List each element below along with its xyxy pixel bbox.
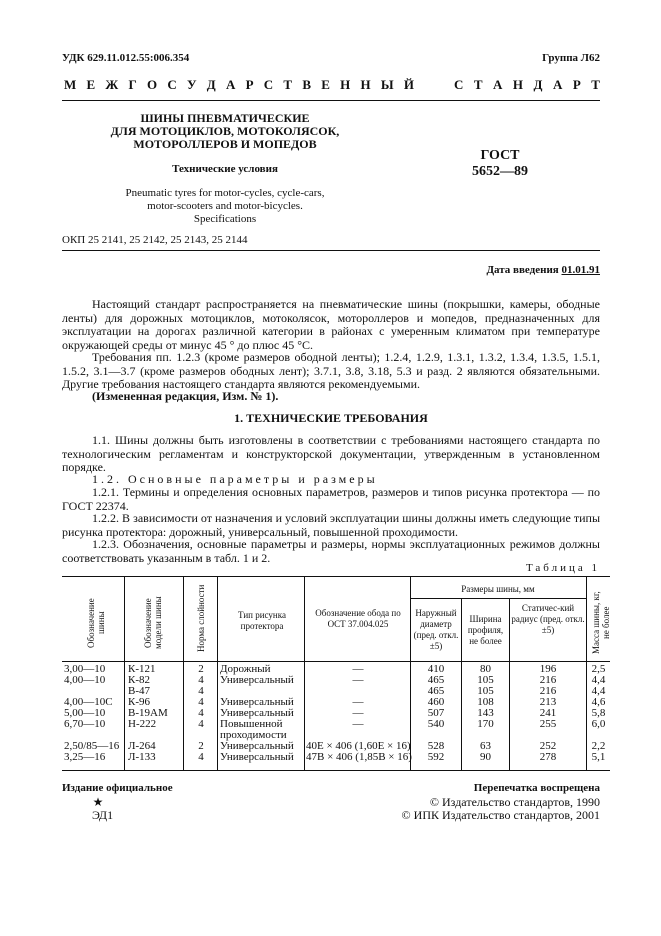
banner-left-letter: Н bbox=[360, 77, 371, 92]
table-cell: 592 bbox=[427, 751, 445, 763]
table-cell: 6,0 bbox=[591, 718, 606, 730]
table-cell: 528 bbox=[427, 740, 445, 752]
table-cell: проходимости bbox=[220, 729, 287, 741]
table-cell: 216 bbox=[539, 685, 557, 697]
table-cell: 3,00—10 bbox=[64, 663, 106, 675]
group-code: Группа Л62 bbox=[542, 52, 600, 64]
table-cell: 540 bbox=[427, 718, 445, 730]
table-cell: 507 bbox=[427, 707, 445, 719]
table-cell: 4,6 bbox=[591, 696, 606, 708]
header-pattern: Тип рисунка протектора bbox=[238, 610, 286, 631]
table-cell: — bbox=[352, 674, 364, 686]
table-cell: 143 bbox=[477, 707, 494, 719]
banner-left-letter: М bbox=[64, 77, 77, 92]
table-cell: Л-133 bbox=[128, 751, 156, 763]
section-heading: 1. ТЕХНИЧЕСКИЕ ТРЕБОВАНИЯ bbox=[234, 411, 428, 425]
table-cell: 40Е × 406 (1,60Е × 16) bbox=[306, 740, 411, 752]
table-cell: К-82 bbox=[128, 674, 150, 686]
table-cell: 213 bbox=[539, 696, 557, 708]
paragraph-1-2: 1.2. Основные параметры и размеры bbox=[92, 472, 378, 486]
okp-codes: ОКП 25 2141, 25 2142, 25 2143, 25 2144 bbox=[62, 234, 248, 246]
edition-code: ЭД1 bbox=[92, 808, 114, 822]
table-cell: Л-264 bbox=[128, 740, 156, 752]
paragraph-1-2-2: 1.2.2. В зависимости от назначения и условий эксплуатации шины должны иметь следующие типы рисунка протектора: дорожный, универсальный, повышенной проходимости. bbox=[62, 511, 600, 539]
table-cell: 4 bbox=[198, 718, 204, 730]
table-cell: Дорожный bbox=[220, 663, 271, 675]
paragraph-1-2-1: 1.2.1. Термины и определения основных параметров, размеров и типов рисунка протектора — по ГОСТ 22374. bbox=[62, 485, 600, 513]
header-rim: Обозначение обода по ОСТ 37.004.025 bbox=[315, 608, 401, 629]
table-cell: 4 bbox=[198, 707, 204, 719]
intro-paragraph: Настоящий стандарт распространяется на пневматические шины (покрышки, камеры, ободные ленты) для дорожных мотоциклов, мотоколясок, мотороллеров и мопедов, предназначенных для эксплуатации на дорогах различной категории в районах с умеренным климатом при температуре окружающей среды от минус 45 ° до плюс 45 °С. bbox=[62, 297, 600, 352]
okp-rule bbox=[62, 250, 600, 251]
table-cell: 255 bbox=[539, 718, 557, 730]
table-cell: 105 bbox=[477, 674, 494, 686]
table-cell: 4 bbox=[198, 674, 204, 686]
english-title: Pneumatic tyres for motor-cycles, cycle-cars, motor-scooters and motor-bicycles. Specifications bbox=[125, 187, 325, 225]
table-cell: 4,4 bbox=[591, 685, 606, 697]
banner-left-letter: А bbox=[225, 77, 236, 92]
header-sizes: Размеры шины, мм bbox=[461, 584, 535, 594]
table-cell: 5,00—10 bbox=[64, 707, 106, 719]
document-title: ШИНЫ ПНЕВМАТИЧЕСКИЕ ДЛЯ МОТОЦИКЛОВ, МОТОКОЛЯСОК, МОТОРОЛЛЕРОВ И МОПЕДОВ bbox=[110, 111, 340, 151]
header-rule bbox=[62, 100, 600, 101]
paragraph-1-2-3: 1.2.3. Обозначения, основные параметры и размеры, нормы эксплуатационных режимов должны соответствовать указанным в табл. 1 и 2. bbox=[62, 537, 600, 565]
table-cell: 216 bbox=[539, 674, 557, 686]
table-cell: 465 bbox=[427, 685, 445, 697]
table-cell: 4 bbox=[198, 751, 204, 763]
table-label: Таблица 1 bbox=[525, 562, 600, 574]
table-cell: 108 bbox=[477, 696, 494, 708]
table-cell: 2,2 bbox=[591, 740, 606, 752]
mandatory-requirements: Требования пп. 1.2.3 (кроме размеров ободной ленты); 1.2.4, 1.2.9, 1.3.1, 1.3.2, 1.3.4, 1.3.5, 1.5.1, 1.5.2, 3.1—3.7 (кроме размеров ободных лент); 3.7.1, 3.8, 3.18, 5.3 и разд. 2 являются обязательными. Другие требования настоящего стандарта являются рекомендуемыми. bbox=[62, 350, 600, 391]
table-cell: 2 bbox=[198, 663, 204, 675]
table-cell: 90 bbox=[480, 751, 491, 763]
table-cell: К-96 bbox=[128, 696, 150, 708]
table-cell: Универсальный bbox=[220, 696, 294, 708]
table-cell: Повышенной bbox=[220, 718, 283, 730]
header-ply: Норма слойности bbox=[196, 584, 206, 652]
header-width: Ширина профиля, не более bbox=[467, 614, 504, 646]
banner-left-letter: Е bbox=[321, 77, 330, 92]
table-cell: 4 bbox=[198, 696, 204, 708]
banner-right-letter: А bbox=[493, 77, 503, 92]
table-cell: 278 bbox=[539, 751, 557, 763]
table-cell: 105 bbox=[477, 685, 494, 697]
table-cell: 465 bbox=[427, 674, 445, 686]
table-cell: Универсальный bbox=[220, 751, 294, 763]
table-cell: 47В × 406 (1,85В × 16) bbox=[306, 751, 412, 763]
banner-left-letter: С bbox=[263, 77, 274, 92]
paragraph-1-1: 1.1. Шины должны быть изготовлены в соответствии с требованиями настоящего стандарта по технологическим регламентам и конструкторской документации, утвержденным в установленном порядке. bbox=[62, 433, 600, 474]
banner-left-letter: У bbox=[187, 77, 197, 92]
official-edition: Издание официальное bbox=[62, 782, 173, 794]
table-cell: 252 bbox=[539, 740, 557, 752]
table-cell: 4,00—10 bbox=[64, 674, 106, 686]
standard-banner bbox=[64, 77, 600, 93]
table-cell: 3,25—16 bbox=[64, 751, 106, 763]
table-cell: В-47 bbox=[128, 685, 150, 697]
table-cell: — bbox=[352, 663, 364, 675]
banner-right-letter: Т bbox=[591, 77, 600, 92]
table-row bbox=[62, 719, 610, 730]
copyright-2001: © ИПК Издательство стандартов, 2001 bbox=[401, 808, 600, 822]
banner-right-letter: А bbox=[552, 77, 563, 92]
copyright-1990: © Издательство стандартов, 1990 bbox=[429, 795, 600, 809]
document-subtitle: Технические условия bbox=[172, 163, 278, 175]
table-cell: 2 bbox=[198, 740, 204, 752]
banner-left-letter: Е bbox=[86, 77, 96, 92]
table-cell: Универсальный bbox=[220, 674, 294, 686]
table-cell: 63 bbox=[480, 740, 491, 752]
reprint-notice: Перепечатка воспрещена bbox=[473, 782, 600, 794]
table-cell: Н-222 bbox=[128, 718, 157, 730]
table-cell: 410 bbox=[427, 663, 445, 675]
table-cell: 4 bbox=[198, 685, 204, 697]
table-cell: Универсальный bbox=[220, 707, 294, 719]
gost-number: ГОСТ 5652—89 bbox=[472, 148, 528, 179]
amendment-note: (Измененная редакция, Изм. № 1). bbox=[92, 389, 279, 403]
banner-left-letter: С bbox=[167, 77, 177, 92]
udc-code: УДК 629.11.012.55:006.354 bbox=[62, 52, 190, 64]
banner-left-letter: О bbox=[147, 77, 158, 92]
banner-right-letter: Д bbox=[533, 77, 543, 92]
banner-left-letter: Р bbox=[245, 77, 254, 92]
table-cell: 2,50/85—16 bbox=[64, 740, 120, 752]
banner-left-letter: Т bbox=[283, 77, 293, 92]
banner-left-letter: Н bbox=[340, 77, 351, 92]
table-cell: 6,70—10 bbox=[64, 718, 106, 730]
header-model: Обозначение модели шины bbox=[143, 596, 163, 650]
table-cell: 196 bbox=[539, 663, 557, 675]
table-cell: 241 bbox=[539, 707, 557, 719]
header-diameter: Наружный диаметр (пред. откл. ±5) bbox=[413, 608, 459, 651]
table-cell: 2,5 bbox=[591, 663, 606, 675]
table-cell: 4,00—10С bbox=[64, 696, 113, 708]
header-radius: Статичес-кий радиус (пред. откл. ±5) bbox=[511, 603, 585, 635]
banner-left-letter: Й bbox=[403, 77, 414, 92]
banner-left-letter: Д bbox=[206, 77, 216, 92]
table-cell: 80 bbox=[480, 663, 491, 675]
table-cell: Универсальный bbox=[220, 740, 294, 752]
banner-left-letter: Ы bbox=[380, 77, 394, 92]
effective-date: Дата введения 01.01.91 bbox=[486, 264, 600, 276]
banner-right-letter: Т bbox=[473, 77, 483, 92]
star-icon: ★ bbox=[92, 795, 104, 809]
table-cell: — bbox=[352, 718, 364, 730]
header-mass: Масса шины, кг, не более bbox=[591, 591, 611, 655]
table-cell: 460 bbox=[427, 696, 445, 708]
banner-left-letter: В bbox=[302, 77, 311, 92]
table-cell: 170 bbox=[477, 718, 494, 730]
table-cell: — bbox=[352, 696, 364, 708]
banner-left-letter: Ж bbox=[105, 77, 119, 92]
table-cell: В-19АМ bbox=[128, 707, 168, 719]
banner-right-letter: С bbox=[454, 77, 464, 92]
banner-right-letter: Р bbox=[572, 77, 581, 92]
header-designation: Обозначение шины bbox=[86, 598, 106, 648]
table-cell: К-121 bbox=[128, 663, 156, 675]
table-cell: 5,8 bbox=[591, 707, 606, 719]
banner-right-letter: Н bbox=[512, 77, 524, 92]
table-cell: 4,4 bbox=[591, 674, 606, 686]
table-cell: 5,1 bbox=[591, 751, 606, 763]
table-row bbox=[62, 752, 610, 763]
banner-left-letter: Г bbox=[128, 77, 137, 92]
table-cell: — bbox=[352, 707, 364, 719]
